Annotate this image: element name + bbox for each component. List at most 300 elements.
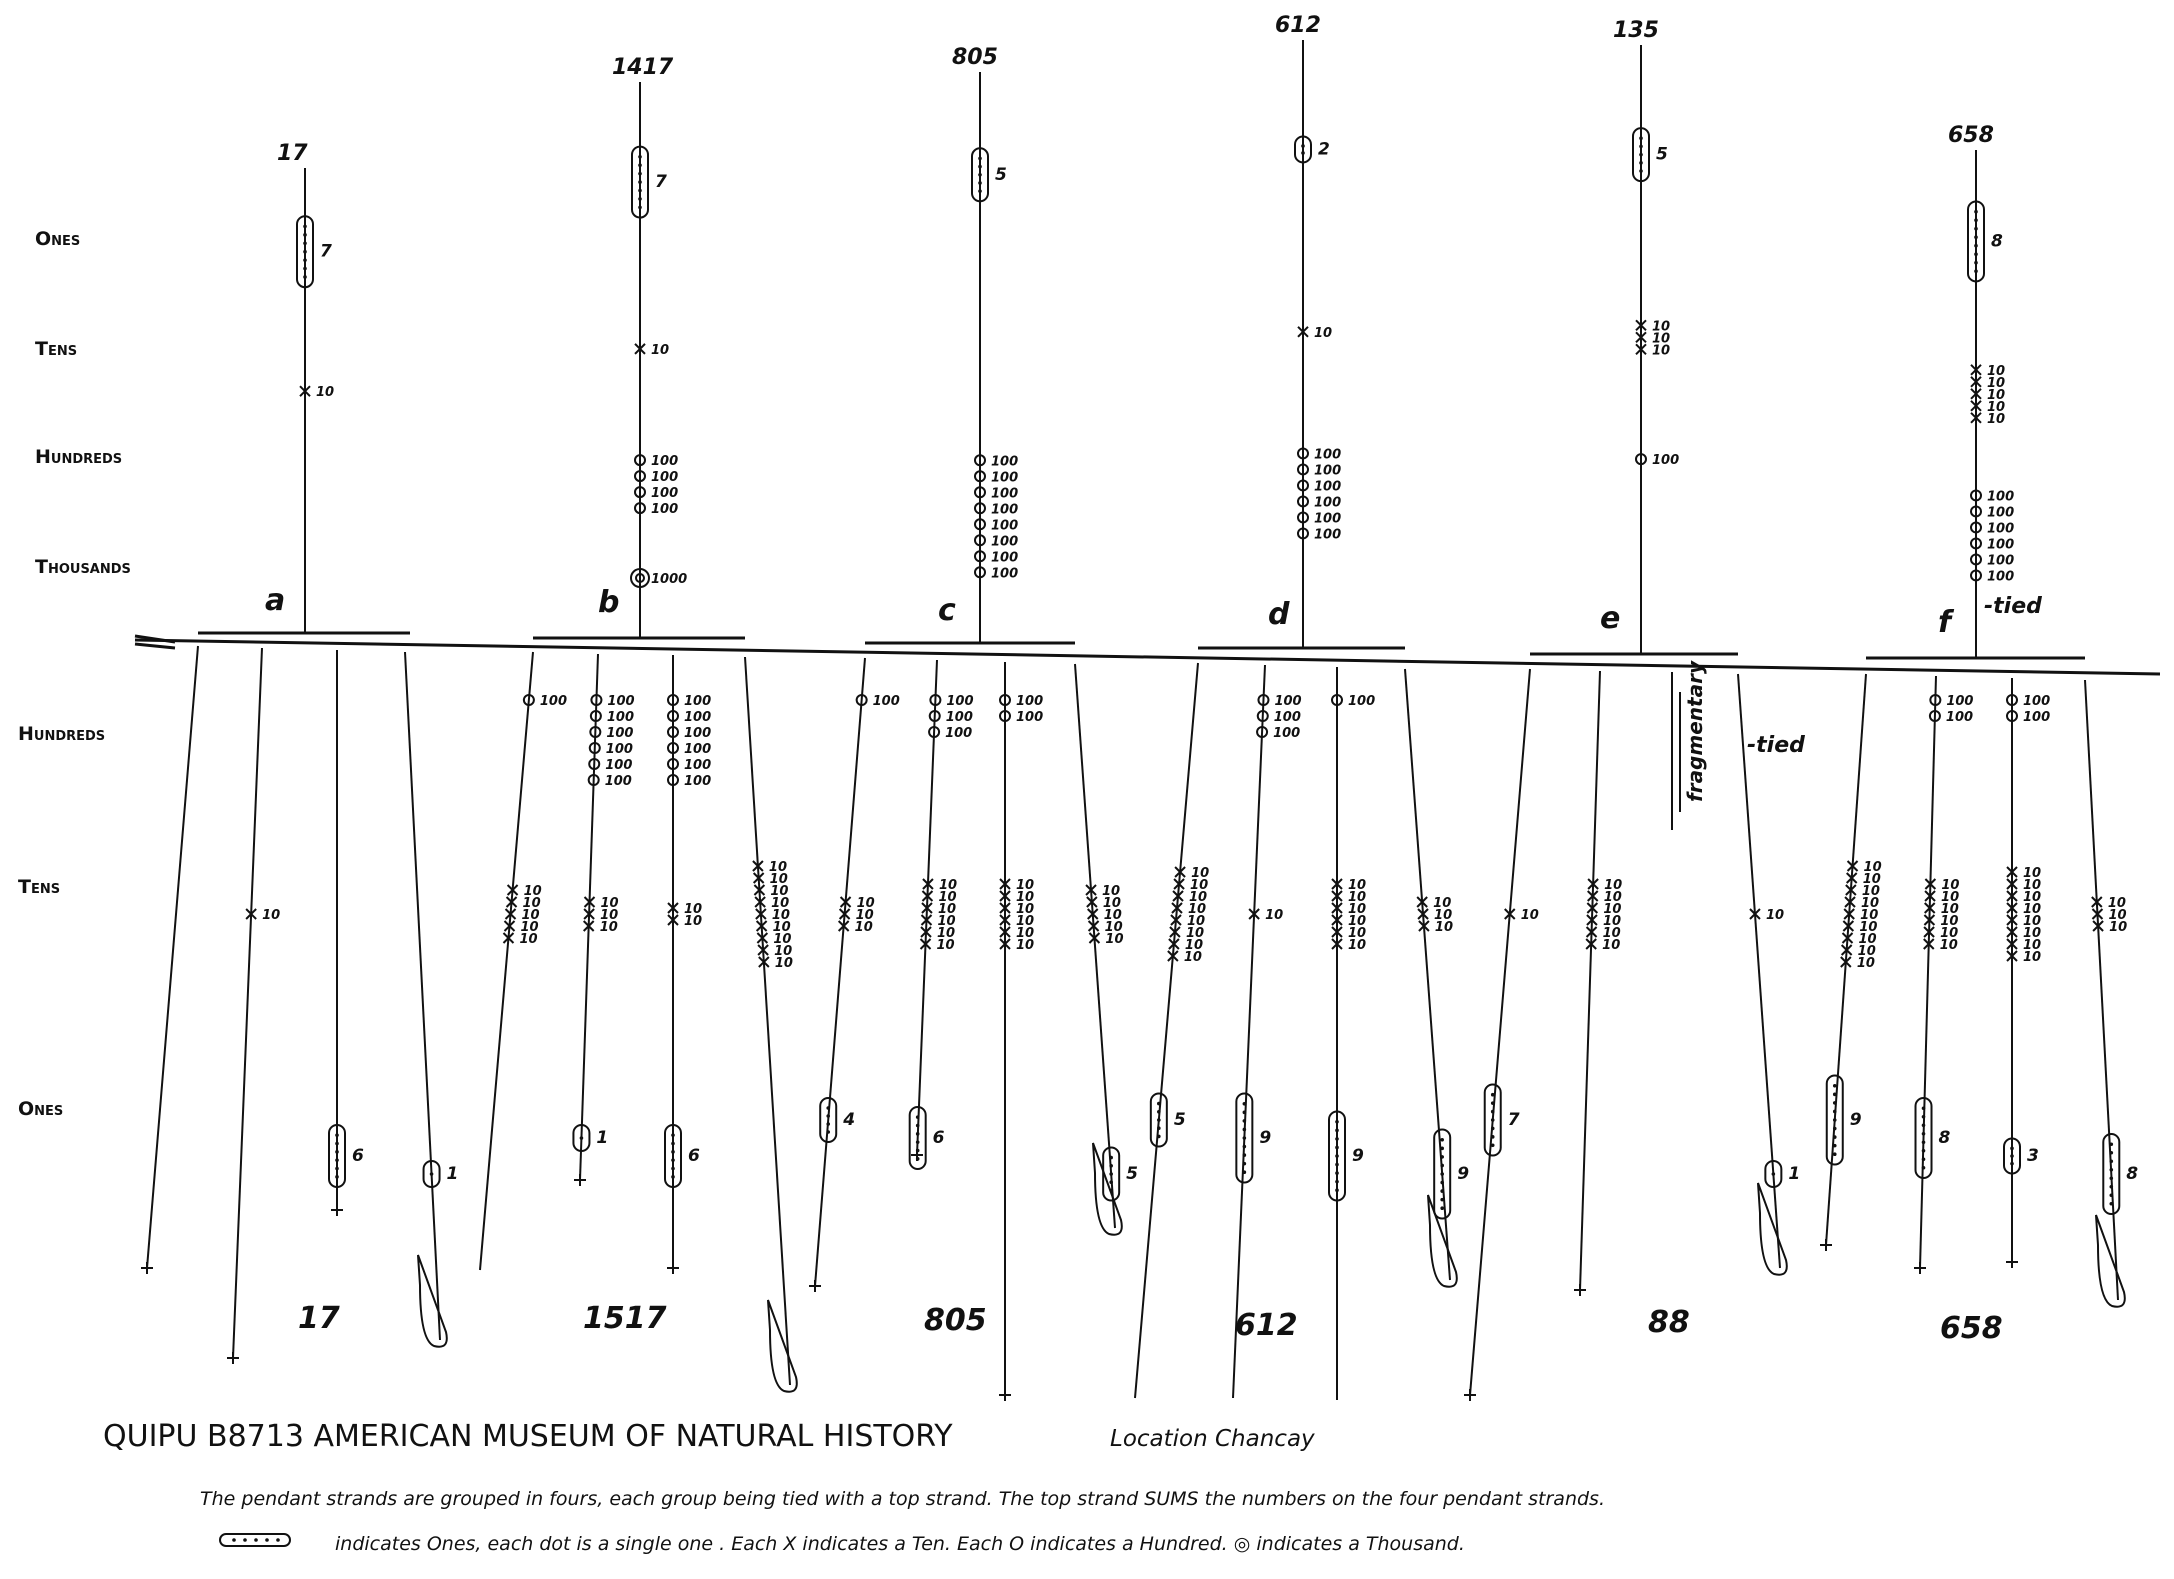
pendant-cord — [147, 646, 198, 1268]
pendant-strand — [1075, 664, 1138, 1235]
ten-knot-label: 10 — [1348, 902, 1367, 917]
hundred-knot-label: 100 — [991, 502, 1019, 518]
ten-knot-label: 10 — [1186, 914, 1206, 929]
ones-value-label: 5 — [1656, 144, 1668, 165]
ones-dot — [1639, 169, 1643, 173]
hundred-knot-label: 100 — [991, 454, 1019, 470]
ones-dot — [1243, 1102, 1247, 1106]
ones-dot — [638, 189, 642, 193]
ones-legend-icon — [220, 1534, 290, 1546]
ten-knot-label: 10 — [1987, 399, 2006, 415]
pendant-cord — [815, 658, 865, 1286]
ones-dot — [1922, 1149, 1926, 1153]
hundred-knot-label: 100 — [1987, 521, 2015, 537]
strand-end-mark — [1574, 1284, 1586, 1296]
ones-dot — [638, 155, 642, 159]
ones-dot — [2010, 1154, 2014, 1158]
ten-knot-label: 10 — [1433, 896, 1452, 911]
ten-knot-label: 10 — [1603, 890, 1622, 905]
ones-dot — [580, 1136, 584, 1140]
ten-knot-label: 10 — [1188, 902, 1207, 917]
hundred-knot-label: 100 — [2023, 710, 2051, 725]
ones-value-label: 9 — [1849, 1110, 1862, 1130]
ones-dot — [303, 225, 307, 229]
ten-knot-label: 10 — [1104, 920, 1123, 935]
hundred-knot-label: 100 — [1274, 694, 1302, 709]
group-b — [480, 55, 797, 1392]
ten-knot-label: 10 — [2107, 896, 2126, 911]
ten-knot-label: 10 — [1652, 319, 1671, 335]
ones-dot — [1833, 1110, 1837, 1114]
ones-value-label: 5 — [1173, 1110, 1186, 1130]
hundred-knot-label: 100 — [1987, 489, 2015, 505]
main-cord-frayed-end — [135, 636, 175, 648]
caption-line-1: The pendant strands are grouped in fours, each group being tied with a top strand. The top strand SUMS the numbers on the four pendant strands. — [200, 1488, 1605, 1510]
ones-dot — [1440, 1164, 1444, 1168]
ones-dot — [1157, 1102, 1161, 1106]
ones-dot — [1922, 1123, 1926, 1127]
pendant-strand — [329, 650, 364, 1216]
ten-knot-label: 10 — [1860, 908, 1879, 923]
ones-value-label: 9 — [1457, 1164, 1470, 1184]
ten-knot-label: 10 — [684, 902, 703, 917]
ten-knot-label: 10 — [1859, 920, 1878, 935]
pendant-cord — [1580, 671, 1600, 1290]
pendant-strand — [910, 660, 974, 1169]
main-cord-layer — [135, 636, 2160, 674]
fragmentary-note: fragmentary — [1683, 661, 1707, 802]
row-label-upper-thousands: Thousands — [35, 556, 131, 578]
ten-knot-label: 10 — [2023, 902, 2042, 917]
ones-dot — [1109, 1164, 1113, 1168]
ones-dot — [1440, 1172, 1444, 1176]
ones-dot — [1974, 235, 1978, 239]
hundred-knot-label: 100 — [1273, 710, 1301, 725]
ones-dot — [335, 1167, 339, 1171]
ten-knot-label: 10 — [774, 956, 793, 971]
ones-dot — [1639, 145, 1643, 149]
ones-dot — [303, 233, 307, 237]
ones-dot — [1335, 1137, 1339, 1141]
ten-knot-label: 10 — [600, 908, 619, 923]
ten-knot-label: 10 — [1941, 890, 1960, 905]
ones-value-label: 1 — [446, 1164, 459, 1184]
ten-knot-label: 10 — [1602, 926, 1621, 941]
ten-knot-label: 10 — [1987, 363, 2006, 379]
row-label-lower-ones: Ones — [18, 1098, 64, 1120]
ones-dot — [2010, 1147, 2014, 1151]
ones-dot — [1157, 1118, 1161, 1122]
ten-knot-label: 10 — [1940, 914, 1959, 929]
ones-dot — [1922, 1132, 1926, 1136]
ones-value-label: 9 — [1352, 1146, 1364, 1166]
ones-dot — [1243, 1128, 1247, 1132]
strand-end-mark — [227, 1352, 239, 1364]
ones-dot — [1157, 1126, 1161, 1130]
ones-dot — [1440, 1206, 1444, 1210]
group-a — [141, 141, 458, 1364]
ones-dot — [916, 1132, 920, 1136]
ten-knot-label: 10 — [854, 920, 873, 935]
ones-dot — [2109, 1151, 2113, 1155]
ones-dot — [1974, 261, 1978, 265]
row-label-lower-tens: Tens — [18, 876, 61, 898]
hundred-knot-label: 100 — [605, 758, 633, 773]
ten-knot-label: 10 — [1314, 325, 1333, 341]
ten-knot-label: 10 — [769, 872, 788, 887]
hundred-knot-label: 100 — [1016, 710, 1044, 725]
ones-dot — [1109, 1156, 1113, 1160]
ten-knot-label: 10 — [1858, 932, 1877, 947]
hundred-knot-label: 100 — [1314, 511, 1342, 527]
ones-dot — [2109, 1202, 2113, 1206]
pendant-cord — [480, 652, 533, 1270]
hundred-knot-label: 100 — [991, 566, 1019, 582]
ten-knot-label: 10 — [1603, 902, 1622, 917]
ten-knot-label: 10 — [1348, 914, 1367, 929]
ten-knot-label: 10 — [937, 902, 957, 917]
ones-dot — [978, 189, 982, 193]
ones-dot — [1491, 1101, 1495, 1105]
ones-dot — [1301, 144, 1305, 148]
ones-dot — [1301, 151, 1305, 155]
ten-knot-label: 10 — [1102, 884, 1121, 899]
hundred-knot-label: 100 — [684, 694, 712, 709]
ones-dot — [303, 250, 307, 254]
hundred-knot-label: 100 — [604, 774, 632, 789]
ten-knot-label: 10 — [1602, 914, 1622, 929]
ones-dot — [1335, 1146, 1339, 1150]
hundred-knot-label: 100 — [945, 710, 973, 725]
ten-knot-label: 10 — [1862, 872, 1881, 887]
hundred-knot-label: 100 — [1314, 479, 1342, 495]
main-cord — [135, 640, 2160, 674]
ten-knot-label: 10 — [599, 920, 618, 935]
ones-dot — [2109, 1176, 2113, 1180]
ones-dot — [671, 1175, 675, 1179]
pendant-cord — [1470, 669, 1530, 1395]
pendant-sum-label: 1517 — [583, 1301, 667, 1336]
row-label-upper-ones: Ones — [35, 228, 81, 250]
ones-dot — [826, 1106, 830, 1110]
ones-dot — [638, 172, 642, 176]
ten-knot-label: 10 — [1652, 343, 1671, 359]
ones-value-label: 1 — [596, 1128, 609, 1148]
ten-knot-label: 10 — [1856, 956, 1875, 971]
ones-dot — [335, 1133, 339, 1137]
ones-value-label: 7 — [1507, 1110, 1520, 1130]
pendant-strand — [480, 652, 567, 1270]
ones-dot — [1335, 1120, 1339, 1124]
ten-knot-label: 10 — [316, 385, 335, 401]
ones-dot — [1974, 252, 1978, 256]
ten-knot-label: 10 — [1652, 331, 1671, 347]
hundred-knot-label: 100 — [1348, 694, 1376, 709]
row-label-upper-hundreds: Hundreds — [35, 446, 123, 468]
hundred-knot-label: 100 — [991, 470, 1019, 486]
ones-value-label: 7 — [320, 241, 332, 262]
ones-value-label: 6 — [688, 1146, 700, 1166]
ones-dot — [1243, 1111, 1247, 1115]
ten-knot-label: 10 — [855, 908, 874, 923]
pendant-strand — [2085, 680, 2138, 1307]
ten-knot-label: 10 — [1434, 920, 1454, 935]
ones-dot — [1491, 1127, 1495, 1131]
ones-dot — [671, 1167, 675, 1171]
ones-dot — [638, 206, 642, 210]
hundred-knot-label: 100 — [1314, 495, 1342, 511]
top-strand-total: 17 — [277, 141, 308, 166]
ones-dot — [1440, 1155, 1444, 1159]
ten-knot-label: 10 — [1348, 878, 1367, 893]
hundred-knot-label: 100 — [651, 502, 679, 518]
ones-dot — [1440, 1189, 1444, 1193]
pendant-strand — [1672, 660, 1707, 830]
hundred-knot-label: 100 — [1946, 694, 1974, 709]
pendant-strand — [1914, 676, 1973, 1274]
ones-value-label: 8 — [2126, 1164, 2139, 1184]
ten-knot-label: 10 — [1016, 878, 1035, 893]
hundred-knot-label: 100 — [651, 454, 679, 470]
strand-end-loop — [768, 1300, 797, 1392]
ones-value-label: 6 — [932, 1128, 945, 1148]
strand-end-mark — [809, 1280, 821, 1292]
hundred-knot-label: 100 — [872, 694, 900, 709]
ten-knot-label: 10 — [1348, 926, 1367, 941]
ten-knot-label: 10 — [2023, 866, 2042, 881]
ones-value-label: 2 — [1318, 139, 1330, 160]
ten-knot-label: 10 — [1940, 902, 1959, 917]
pendant-strand — [999, 662, 1043, 1401]
ones-dot — [1833, 1152, 1837, 1156]
ten-knot-label: 10 — [684, 914, 703, 929]
pendant-cord — [580, 654, 598, 1180]
group-letter: a — [265, 583, 286, 618]
ones-dot — [2109, 1159, 2113, 1163]
ones-dot — [1922, 1106, 1926, 1110]
ones-dot — [671, 1133, 675, 1137]
quipu-title: QUIPU B8713 AMERICAN MUSEUM OF NATURAL HISTORY — [103, 1419, 953, 1454]
ten-knot-label: 10 — [1348, 938, 1367, 953]
strand-end-mark — [1914, 1262, 1926, 1274]
top-strand-note: -tied — [1984, 594, 2042, 619]
ten-knot-label: 10 — [938, 890, 957, 905]
ones-dot — [1243, 1145, 1247, 1149]
ten-knot-label: 10 — [1016, 890, 1035, 905]
ones-dot — [1243, 1136, 1247, 1140]
strand-end-mark — [331, 1204, 343, 1216]
ones-dot — [2109, 1185, 2113, 1189]
ones-dot — [1922, 1140, 1926, 1144]
group-layer — [141, 13, 2138, 1401]
ten-knot-label: 10 — [2023, 914, 2042, 929]
ones-dot — [1922, 1157, 1926, 1161]
ones-dot — [1833, 1084, 1837, 1088]
hundred-knot-label: 100 — [991, 550, 1019, 566]
ten-knot-label: 10 — [1987, 387, 2006, 403]
ten-knot-label: 10 — [523, 884, 542, 899]
ten-knot-label: 10 — [856, 896, 875, 911]
ones-dot — [430, 1172, 434, 1176]
hundred-knot-label: 100 — [606, 726, 634, 741]
ones-dot — [978, 181, 982, 185]
hundred-knot-label: 100 — [1016, 694, 1044, 709]
strand-end-loop — [1093, 1143, 1122, 1235]
strand-end-loop — [2096, 1215, 2125, 1307]
hundred-knot-label: 100 — [1987, 537, 2015, 553]
group-letter: b — [598, 585, 620, 620]
hundred-knot-label: 100 — [1945, 710, 1974, 725]
ten-knot-label: 10 — [1604, 878, 1623, 893]
ten-knot-label: 10 — [936, 938, 955, 953]
ten-knot-label: 10 — [773, 932, 792, 947]
group-letter: c — [938, 593, 956, 628]
ten-knot-label: 10 — [1857, 944, 1876, 959]
pendant-strand — [141, 646, 198, 1274]
ones-dot — [335, 1158, 339, 1162]
ten-knot-label: 10 — [2023, 950, 2042, 965]
hundred-knot-label: 100 — [991, 518, 1019, 534]
group-d — [1135, 13, 1469, 1400]
ones-dot — [303, 241, 307, 245]
ones-dot — [826, 1130, 830, 1134]
ones-value-label: 6 — [352, 1146, 364, 1166]
ones-value-label: 9 — [1259, 1128, 1272, 1148]
row-label-layer — [18, 228, 131, 1120]
pendant-strand — [809, 658, 900, 1292]
hundred-knot-label: 100 — [1987, 569, 2015, 585]
strand-end-loop — [418, 1255, 447, 1347]
hundred-knot-label: 100 — [651, 486, 679, 502]
ones-dot — [303, 258, 307, 262]
ones-dot — [671, 1150, 675, 1154]
ones-dot — [335, 1150, 339, 1154]
ten-knot-label: 10 — [1016, 914, 1035, 929]
ones-dot — [1974, 244, 1978, 248]
ones-value-label: 5 — [1126, 1164, 1139, 1184]
ones-dot — [2010, 1162, 2014, 1166]
ten-knot-label: 10 — [1103, 908, 1122, 923]
pendant-cord — [233, 648, 262, 1358]
ones-dot — [1639, 136, 1643, 140]
strand-end-mark — [141, 1262, 153, 1274]
ten-knot-label: 10 — [1348, 890, 1367, 905]
ones-dot — [638, 197, 642, 201]
ten-knot-label: 10 — [1941, 878, 1960, 893]
ten-knot-label: 10 — [1016, 926, 1035, 941]
hundred-knot-label: 100 — [651, 470, 679, 486]
ones-value-label: 5 — [995, 164, 1007, 185]
ten-knot-label: 10 — [937, 914, 956, 929]
group-letter: e — [1600, 601, 1621, 636]
ones-dot — [671, 1158, 675, 1162]
pendant-strand — [405, 652, 458, 1347]
ones-dot — [1157, 1110, 1161, 1114]
pendant-note: -tied — [1747, 733, 1805, 758]
ones-dot — [1440, 1181, 1444, 1185]
ones-dot — [1243, 1162, 1247, 1166]
ones-dot — [1440, 1147, 1444, 1151]
top-strand-total: 1417 — [612, 55, 674, 80]
hundred-knot-label: 100 — [684, 710, 712, 725]
ones-dot — [1922, 1166, 1926, 1170]
ten-knot-label: 10 — [1861, 884, 1880, 899]
ten-knot-label: 10 — [1190, 878, 1209, 893]
hundred-knot-label: 100 — [1314, 527, 1342, 543]
pendant-sum-label: 805 — [924, 1303, 987, 1338]
pendant-sum-label: 17 — [298, 1301, 340, 1336]
location-label: Location Chancay — [1110, 1426, 1315, 1452]
group-c — [809, 45, 1138, 1401]
ones-value-label: 7 — [655, 172, 667, 193]
ten-knot-label: 10 — [774, 944, 793, 959]
ten-knot-label: 10 — [1940, 926, 1959, 941]
top-strand-total: 805 — [952, 45, 998, 70]
strand-end-mark — [667, 1262, 679, 1274]
pendant-strand — [227, 648, 280, 1364]
ones-dot — [638, 163, 642, 167]
ones-dot — [978, 173, 982, 177]
ten-knot-label: 10 — [1184, 938, 1204, 953]
ten-knot-label: 10 — [1987, 411, 2006, 427]
ones-dot — [1772, 1172, 1776, 1176]
ones-value-label: 1 — [1788, 1164, 1801, 1184]
ten-knot-label: 10 — [521, 908, 540, 923]
ten-knot-label: 10 — [772, 920, 791, 935]
pendant-strand — [665, 655, 711, 1274]
ones-dot — [1974, 210, 1978, 214]
ten-knot-label: 10 — [1434, 908, 1453, 923]
ten-knot-label: 10 — [2023, 890, 2042, 905]
ones-dot — [1440, 1198, 1444, 1202]
ones-dot — [1833, 1135, 1837, 1139]
ones-value-label: 3 — [2027, 1146, 2039, 1166]
ones-dot — [1833, 1118, 1837, 1122]
ones-dot — [1335, 1171, 1339, 1175]
ten-knot-label: 10 — [938, 878, 958, 893]
ten-knot-label: 10 — [1520, 908, 1539, 923]
ones-dot — [1335, 1163, 1339, 1167]
ones-dot — [826, 1114, 830, 1118]
strand-end-mark — [1820, 1239, 1832, 1251]
ones-dot — [1974, 218, 1978, 222]
ones-dot — [1639, 161, 1643, 165]
ten-knot-label: 10 — [1265, 908, 1284, 923]
hundred-knot-label: 100 — [539, 694, 568, 709]
hundred-knot-label: 100 — [945, 726, 973, 741]
row-label-lower-hundreds: Hundreds — [18, 723, 106, 745]
ten-knot-label: 10 — [768, 860, 788, 875]
ten-knot-label: 10 — [1987, 375, 2006, 391]
ones-dot — [638, 180, 642, 184]
ones-dot — [1639, 153, 1643, 157]
ones-value-label: 8 — [1991, 231, 2003, 252]
pendant-cord — [1405, 669, 1453, 1280]
hundred-knot-label: 100 — [607, 694, 635, 709]
ten-knot-label: 10 — [651, 342, 670, 358]
pendant-strand — [573, 654, 634, 1186]
ones-dot — [1833, 1101, 1837, 1105]
ten-knot-label: 10 — [1861, 896, 1880, 911]
hundred-knot-label: 100 — [1314, 447, 1342, 463]
ones-dot — [916, 1124, 920, 1128]
ten-knot-label: 10 — [1102, 896, 1121, 911]
ten-knot-label: 10 — [2023, 878, 2042, 893]
pendant-cord — [1135, 663, 1198, 1398]
strand-end-loop — [1758, 1183, 1787, 1275]
hundred-knot-label: 100 — [606, 710, 635, 725]
pendant-cord — [2085, 680, 2118, 1300]
